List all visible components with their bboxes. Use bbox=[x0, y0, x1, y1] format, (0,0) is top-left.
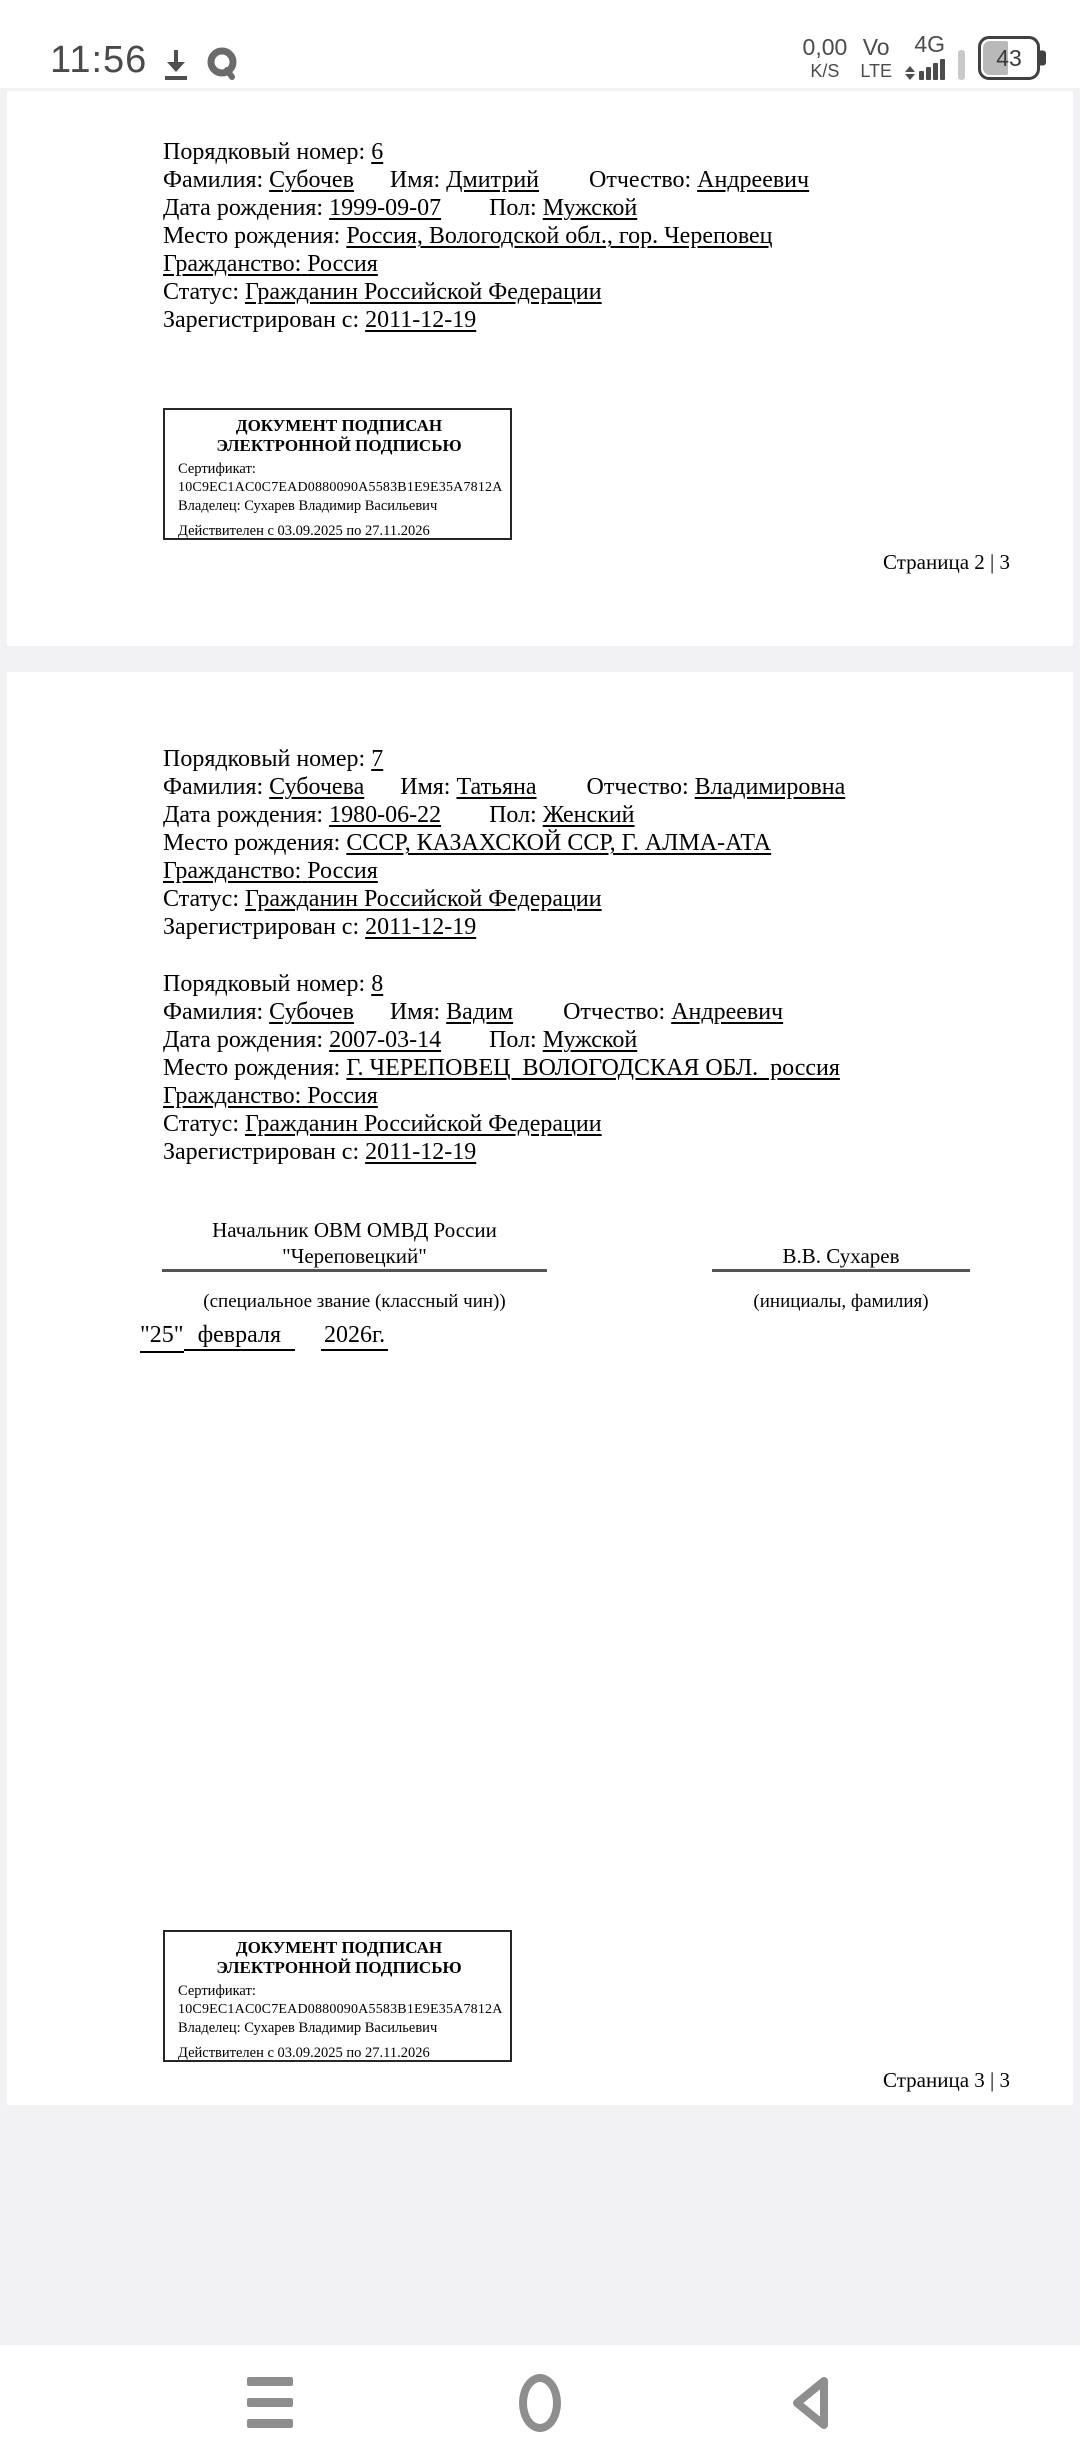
network-speed-value: 0,00 bbox=[802, 34, 848, 60]
official-position-line1: Начальник ОВМ ОМВД России bbox=[212, 1218, 497, 1242]
signal-bars-icon bbox=[919, 59, 945, 80]
value-registered: 2011-12-19 bbox=[365, 307, 477, 333]
digital-signature-stamp bbox=[163, 1930, 512, 2062]
value-lastname: Субочев bbox=[269, 999, 354, 1025]
label-number: Порядковый номер: bbox=[163, 971, 366, 997]
label-birthdate: Дата рождения: bbox=[163, 195, 324, 221]
network-speed-indicator bbox=[803, 36, 848, 80]
value-birthplace: Г. ЧЕРЕПОВЕЦ ВОЛОГОДСКАЯ ОБЛ. россия bbox=[346, 1055, 840, 1081]
document-viewer[interactable] bbox=[0, 88, 1080, 2345]
record-line-status bbox=[163, 1110, 840, 1138]
stamp-title-line1: ДОКУМЕНТ ПОДПИСАН bbox=[235, 1938, 443, 1957]
network-speed-unit: K/S bbox=[810, 61, 840, 81]
network-type-label: 4G bbox=[914, 31, 945, 57]
record-line-name bbox=[163, 998, 840, 1026]
value-birthdate: 1980-06-22 bbox=[329, 802, 442, 828]
date-year: 2026г. bbox=[321, 1322, 388, 1351]
value-gender: Мужской bbox=[542, 195, 638, 221]
battery-cap bbox=[1040, 51, 1046, 66]
record-line-birthdate bbox=[163, 194, 809, 222]
stamp-certificate-number: 10C9EC1AC0C7EAD0880090A5583B1E9E35A7812A bbox=[178, 479, 503, 495]
value-gender: Женский bbox=[542, 802, 635, 828]
digital-signature-stamp bbox=[163, 408, 512, 540]
recents-icon bbox=[247, 2377, 293, 2428]
label-status: Статус: bbox=[163, 279, 239, 305]
value-status: Гражданин Российской Федерации bbox=[245, 279, 602, 305]
battery-percent: 43 bbox=[996, 44, 1022, 71]
label-status: Статус: bbox=[163, 1111, 239, 1137]
value-number: 7 bbox=[371, 746, 384, 772]
back-triangle-icon bbox=[788, 2374, 832, 2432]
record-line-birthdate bbox=[163, 1026, 840, 1054]
stamp-certificate-number: 10C9EC1AC0C7EAD0880090A5583B1E9E35A7812A bbox=[178, 2001, 503, 2017]
stamp-body bbox=[178, 460, 503, 540]
stamp-title-line1: ДОКУМЕНТ ПОДПИСАН bbox=[235, 416, 443, 435]
value-birthdate: 1999-09-07 bbox=[329, 195, 442, 221]
volte-top: Vo bbox=[862, 34, 890, 60]
record-line-status bbox=[163, 278, 809, 306]
value-firstname: Вадим bbox=[446, 999, 514, 1025]
clock: 11:56 bbox=[50, 39, 148, 81]
recents-button[interactable] bbox=[240, 2367, 300, 2439]
official-position-line2: "Череповецкий" bbox=[282, 1244, 427, 1268]
label-citizenship: Гражданство: bbox=[163, 251, 302, 277]
volte-indicator bbox=[860, 36, 892, 80]
label-firstname: Имя: bbox=[389, 167, 441, 193]
value-status: Гражданин Российской Федерации bbox=[245, 886, 602, 912]
stamp-certificate-label: Сертификат: bbox=[178, 461, 256, 477]
record-line-citizenship bbox=[163, 1082, 840, 1110]
label-citizenship: Гражданство: bbox=[163, 1083, 302, 1109]
value-gender: Мужской bbox=[542, 1027, 638, 1053]
value-citizenship: Россия bbox=[307, 1083, 378, 1109]
data-activity-icon bbox=[905, 66, 915, 80]
label-gender: Пол: bbox=[489, 195, 537, 221]
date-day: "25" bbox=[140, 1322, 184, 1353]
home-circle-icon bbox=[519, 2374, 561, 2432]
value-firstname: Татьяна bbox=[456, 774, 537, 800]
label-registered: Зарегистрирован с: bbox=[163, 307, 360, 333]
value-birthdate: 2007-03-14 bbox=[329, 1027, 442, 1053]
value-number: 8 bbox=[371, 971, 384, 997]
record-line-number bbox=[163, 970, 840, 998]
value-registered: 2011-12-19 bbox=[365, 914, 477, 940]
record-line-citizenship bbox=[163, 857, 845, 885]
record-line-registered bbox=[163, 306, 809, 334]
label-birthdate: Дата рождения: bbox=[163, 802, 324, 828]
value-lastname: Субочев bbox=[269, 167, 354, 193]
battery-indicator bbox=[978, 36, 1040, 80]
value-birthplace: Россия, Вологодской обл., гор. Череповец bbox=[346, 223, 773, 249]
date-month: февраля bbox=[184, 1322, 295, 1351]
value-status: Гражданин Российской Федерации bbox=[245, 1111, 602, 1137]
stamp-certificate-label: Сертификат: bbox=[178, 1983, 256, 1999]
label-birthplace: Место рождения: bbox=[163, 223, 341, 249]
label-registered: Зарегистрирован с: bbox=[163, 914, 360, 940]
record-line-birthplace bbox=[163, 222, 809, 250]
record-line-status bbox=[163, 885, 845, 913]
record-line-citizenship bbox=[163, 250, 809, 278]
back-button[interactable] bbox=[780, 2367, 840, 2439]
record-line-registered bbox=[163, 1138, 840, 1166]
label-patronymic: Отчество: bbox=[586, 774, 689, 800]
label-lastname: Фамилия: bbox=[163, 167, 264, 193]
value-firstname: Дмитрий bbox=[446, 167, 540, 193]
official-signer-name: В.В. Сухарев bbox=[782, 1244, 900, 1268]
document-date-line bbox=[140, 1322, 388, 1353]
value-number: 6 bbox=[371, 139, 384, 165]
label-citizenship: Гражданство: bbox=[163, 858, 302, 884]
label-gender: Пол: bbox=[489, 1027, 537, 1053]
status-bar bbox=[0, 0, 1080, 88]
label-registered: Зарегистрирован с: bbox=[163, 1139, 360, 1165]
label-number: Порядковый номер: bbox=[163, 746, 366, 772]
page-footer-2: Страница 2 | 3 bbox=[883, 550, 1010, 574]
stamp-validity: Действителен с 03.09.2025 по 27.11.2026 bbox=[178, 2044, 430, 2061]
label-firstname: Имя: bbox=[389, 999, 441, 1025]
official-position-caption: (специальное звание (классный чин)) bbox=[203, 1291, 506, 1312]
label-patronymic: Отчество: bbox=[589, 167, 692, 193]
official-position-block bbox=[162, 1217, 547, 1272]
official-signer-caption: (инициалы, фамилия) bbox=[753, 1291, 929, 1312]
value-birthplace: СССР, КАЗАХСКОЙ ССР, Г. АЛМА-АТА bbox=[346, 830, 772, 856]
signal-row bbox=[905, 59, 945, 80]
record-line-birthplace bbox=[163, 829, 845, 857]
page-footer-3: Страница 3 | 3 bbox=[883, 2068, 1010, 2092]
label-birthdate: Дата рождения: bbox=[163, 1027, 324, 1053]
status-bar-right bbox=[803, 33, 1048, 80]
record-line-name bbox=[163, 166, 809, 194]
cellular-indicator bbox=[905, 33, 945, 80]
label-gender: Пол: bbox=[489, 802, 537, 828]
sim2-signal-icon bbox=[958, 50, 965, 80]
record-line-birthplace bbox=[163, 1054, 840, 1082]
document-page-3 bbox=[7, 672, 1073, 2105]
stamp-title-line2: ЭЛЕКТРОННОЙ ПОДПИСЬЮ bbox=[216, 436, 462, 455]
android-navigation-bar bbox=[0, 2345, 1080, 2460]
stamp-body bbox=[178, 1982, 503, 2062]
document-page-2 bbox=[7, 91, 1073, 646]
value-citizenship: Россия bbox=[307, 858, 378, 884]
download-icon bbox=[163, 50, 189, 80]
app-notification-icon bbox=[205, 46, 239, 80]
record-7 bbox=[163, 745, 845, 941]
stamp-owner: Владелец: Сухарев Владимир Васильевич bbox=[178, 2020, 438, 2036]
record-line-number bbox=[163, 138, 809, 166]
label-firstname: Имя: bbox=[400, 774, 451, 800]
record-6 bbox=[163, 138, 809, 334]
record-line-number bbox=[163, 745, 845, 773]
record-line-name bbox=[163, 773, 845, 801]
label-number: Порядковый номер: bbox=[163, 139, 366, 165]
status-bar-left bbox=[50, 40, 239, 80]
stamp-title-line2: ЭЛЕКТРОННОЙ ПОДПИСЬЮ bbox=[216, 1958, 462, 1977]
home-button[interactable] bbox=[510, 2367, 570, 2439]
record-8 bbox=[163, 970, 840, 1166]
value-patronymic: Андреевич bbox=[697, 167, 810, 193]
stamp-owner: Владелец: Сухарев Владимир Васильевич bbox=[178, 498, 438, 514]
label-birthplace: Место рождения: bbox=[163, 830, 341, 856]
label-birthplace: Место рождения: bbox=[163, 1055, 341, 1081]
label-status: Статус: bbox=[163, 886, 239, 912]
volte-bottom: LTE bbox=[860, 61, 892, 81]
record-line-registered bbox=[163, 913, 845, 941]
value-registered: 2011-12-19 bbox=[365, 1139, 477, 1165]
value-citizenship: Россия bbox=[307, 251, 378, 277]
official-signer-block bbox=[712, 1243, 970, 1272]
value-patronymic: Владимировна bbox=[694, 774, 846, 800]
stamp-validity: Действителен с 03.09.2025 по 27.11.2026 bbox=[178, 522, 430, 539]
value-patronymic: Андреевич bbox=[671, 999, 784, 1025]
label-lastname: Фамилия: bbox=[163, 774, 264, 800]
label-lastname: Фамилия: bbox=[163, 999, 264, 1025]
record-line-birthdate bbox=[163, 801, 845, 829]
value-lastname: Субочева bbox=[269, 774, 365, 800]
label-patronymic: Отчество: bbox=[563, 999, 666, 1025]
